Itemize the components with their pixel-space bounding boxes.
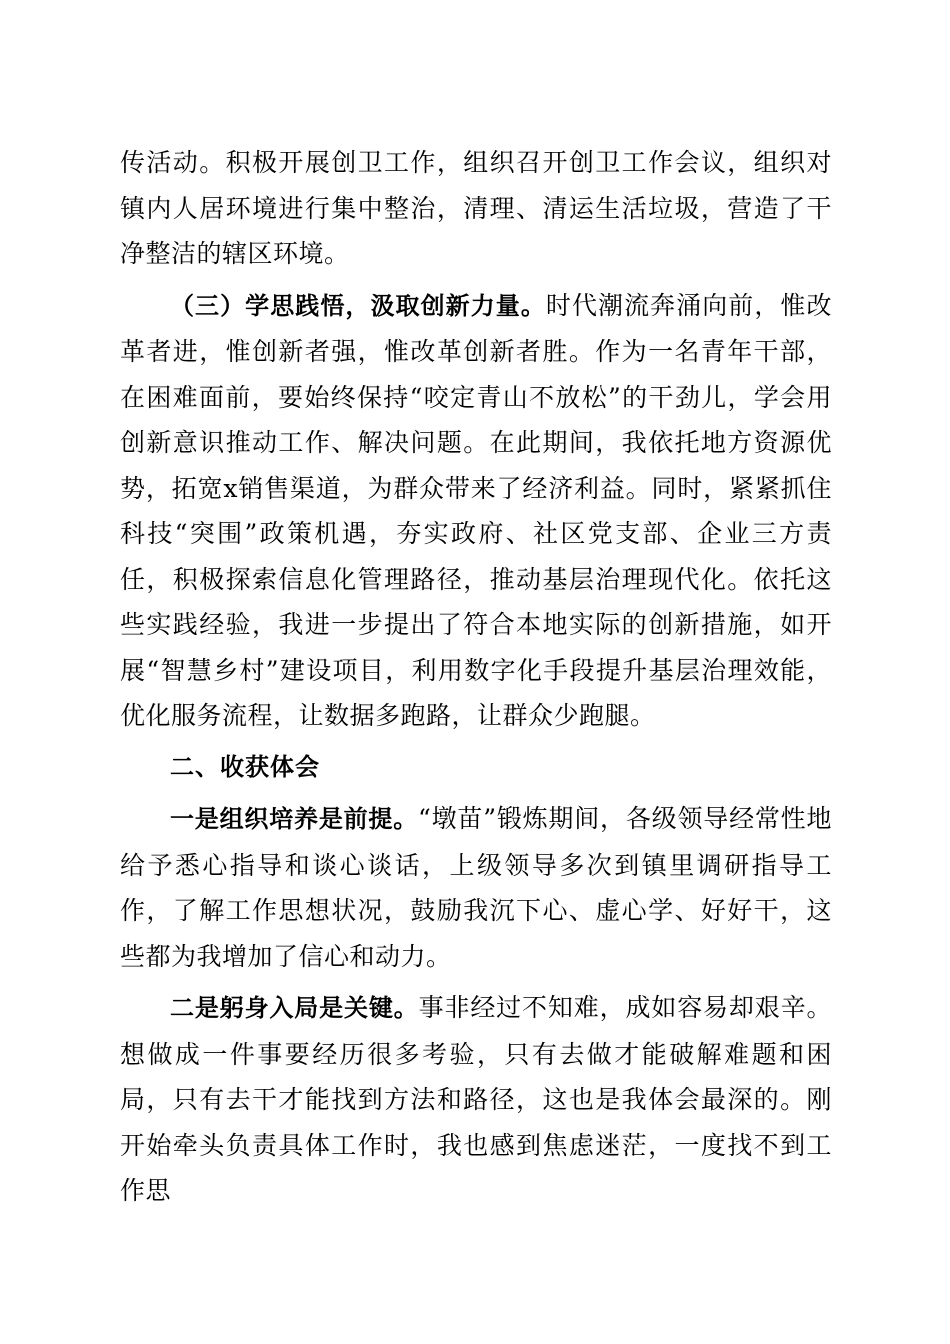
paragraph-text: 传活动。积极开展创卫工作，组织召开创卫工作会议，组织对镇内人居环境进行集中整治，清理、清运生活垃圾，营造了干净整洁的辖区环境。 <box>120 148 832 268</box>
paragraph-text: 事非经过不知难，成如容易却艰辛。想做成一件事要经历很多考验，只有去做才能破解难题和困局，只有去干才能找到方法和路径，这也是我体会最深的。刚开始牵头负责具体工作时，我也感到焦虑迷茫，一度找不到工作思 <box>120 993 832 1205</box>
document-body <box>120 140 832 1214</box>
paragraph-text: 时代潮流奔涌向前，惟改革者进，惟创新者强，惟改革创新者胜。作为一名青年干部，在困难面前，要始终保持“咬定青山不放松”的干劲儿，学会用创新意识推动工作、解决问题。在此期间，我依托地方资源优势，拓宽x销售渠道，为群众带来了经济利益。同时，紧紧抓住科技“突围”政策机遇，夯实政府、社区党支部、企业三方责任，积极探索信息化管理路径，推动基层治理现代化。依托这些实践经验，我进一步提出了符合本地实际的创新措施，如开展“智慧乡村”建设项目，利用数字化手段提升基层治理效能，优化服务流程，让数据多跑路，让群众少跑腿。 <box>120 290 832 730</box>
paragraph-organization <box>120 796 832 979</box>
paragraph-innovation <box>120 283 832 739</box>
paragraph-lead: 一是组织培养是前提。 <box>170 805 419 833</box>
paragraph-lead: （三）学思践悟，汲取创新力量。 <box>170 291 546 320</box>
paragraph-text: “墩苗”锻炼期间，各级领导经常性地给予悉心指导和谈心谈话，上级领导多次到镇里调研指导工作，了解工作思想状况，鼓励我沉下心、虚心学、好好干，这些都为我增加了信心和动力。 <box>120 804 832 971</box>
section-heading: 二、收获体会 <box>170 752 320 781</box>
paragraph-lead: 二是躬身入局是关键。 <box>170 994 419 1022</box>
paragraph-continuation <box>120 140 832 277</box>
paragraph-engagement <box>120 985 832 1214</box>
